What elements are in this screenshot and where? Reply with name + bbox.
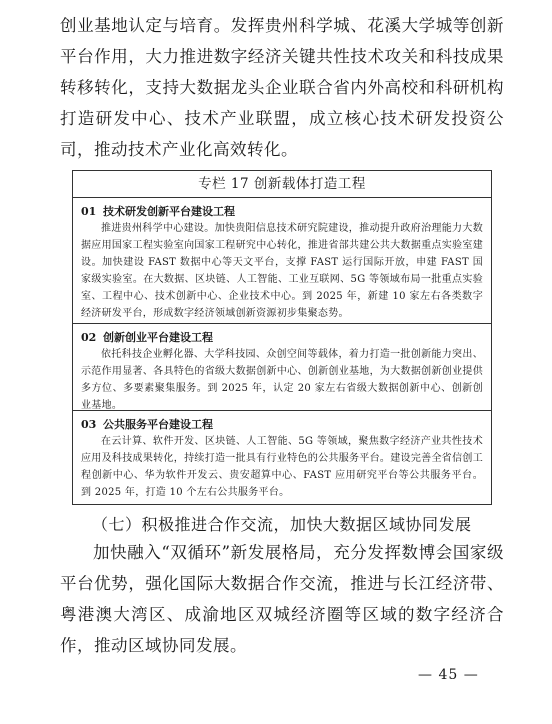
column-section-3 [73, 411, 491, 505]
section-body-3: 在云计算、软件开发、区块链、人工智能、5G 等领域，聚焦数字经济产业共性技术应用及科技成果转化，持续打造一批具有行业特色的公共服务平台。建设完善全省信创工程创新中心、华为软件开发云、贵安超算中心、FAST 应用研究平台等公共服务平台。到 2025 年，打造 10 个左右公共服务平台。 [81, 436, 483, 498]
section-number-3: 03 [81, 418, 97, 431]
section-number-2: 02 [81, 331, 97, 344]
section-heading-2 [81, 329, 483, 346]
section-heading-1 [81, 203, 483, 220]
intro-paragraph: 创业基地认定与培育。发挥贵州科学城、花溪大学城等创新平台作用，大力推进数字经济关键共性技术攻关和科技成果转移转化，支持大数据龙头企业联合省内外高校和科研机构打造研发中心、技术产业联盟，成立核心技术研发投资公司，推动技术产业化高效转化。 [60, 16, 504, 159]
column-section-2 [73, 324, 491, 411]
section-title-1: 技术研发创新平台建设工程 [103, 205, 235, 218]
column-box [72, 170, 492, 505]
page-number: — 45 — [418, 667, 479, 683]
column-box-title: 专栏 17 创新载体打造工程 [73, 171, 491, 198]
section-title-2: 创新创业平台建设工程 [103, 331, 213, 344]
column-section-1 [73, 198, 491, 324]
closing-paragraph: 加快融入“双循环”新发展格局，充分发挥数博会国家级平台优势，强化国际大数据合作交流，推进与长江经济带、粤港澳大湾区、成渝地区双城经济圈等区域的数字经济合作，推动区域协同发展。 [60, 543, 504, 655]
section-title-3: 公共服务平台建设工程 [103, 418, 213, 431]
section-heading-3 [81, 416, 483, 433]
section-body-1: 推进贵州科学中心建设。加快贵阳信息技术研究院建设，推动提升政府治理能力大数据应用国家工程实验室向国家工程研究中心转化，推进省部共建公共大数据重点实验室建设。加快建设 FAST 数据中心等天文平台，支撑 FAST 运行国际开放，申建 FAST 国家级实验室。在大数据、区块链、人工智能、工业互联网、5G 等领域布局一批重点实验室、工程中心、技术创新中心、企业技术中心。到 2025 年，新建 10 家左右各类数字经济研发平台，形成数字经济领域创新资源初步集聚态势。 [81, 223, 483, 319]
section-number-1: 01 [81, 205, 97, 218]
section-body-2: 依托科技企业孵化器、大学科技园、众创空间等载体，着力打造一批创新能力突出、示范作用显著、各具特色的省级大数据创新中心、创新创业基地，为大数据创新创业提供多方位、多要素聚集服务。到 2025 年，认定 20 家左右省级大数据创新中心、创新创业基地。 [81, 349, 483, 411]
section-heading: （七）积极推进合作交流，加快大数据区域协同发展 [92, 515, 472, 534]
